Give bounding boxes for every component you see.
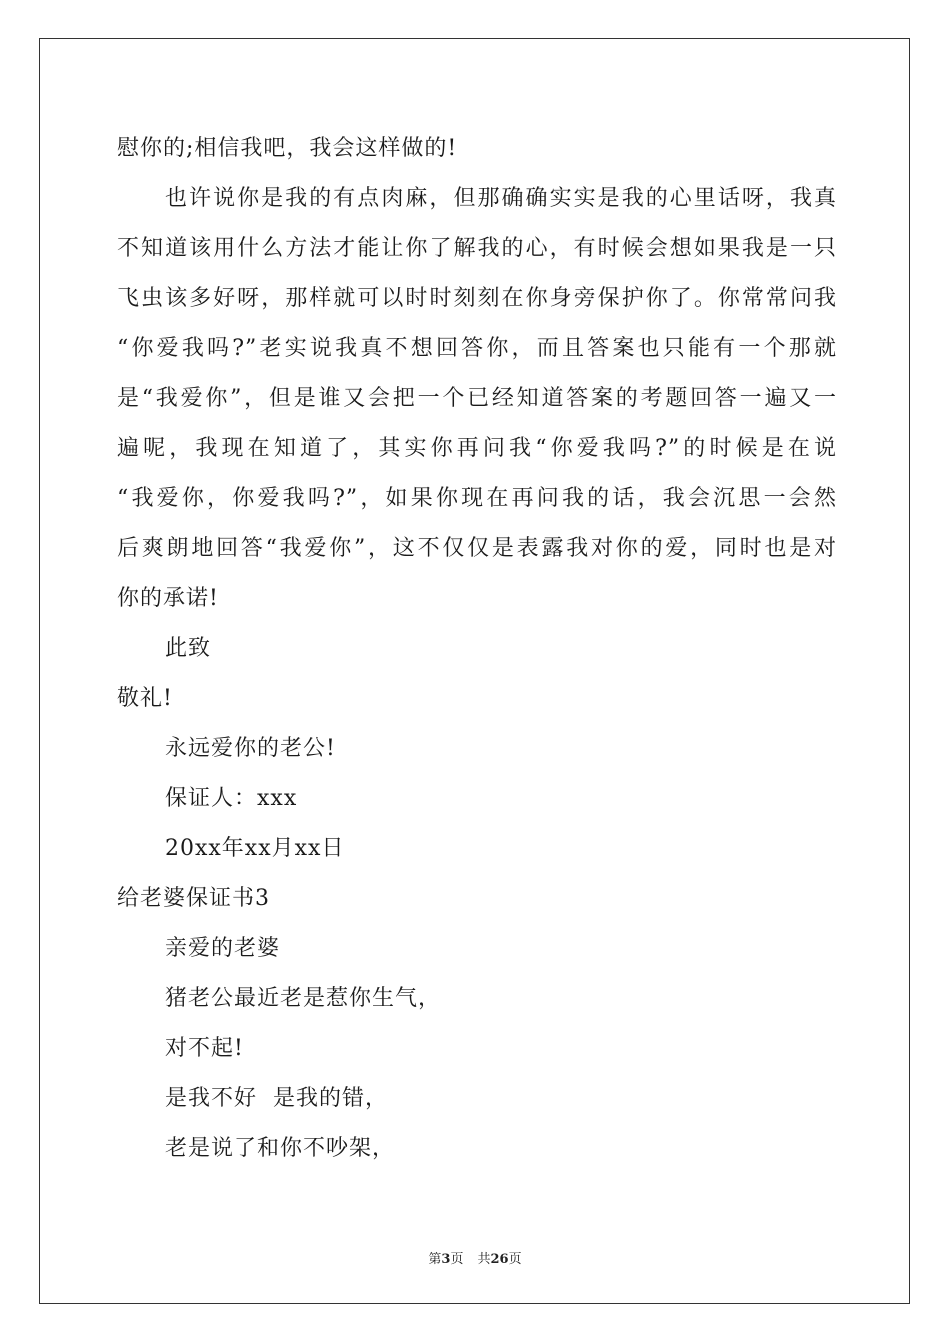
text-line: 对不起! [165, 1036, 244, 1061]
text-line: 慰你的;相信我吧，我会这样做的! [117, 136, 458, 161]
text-line: 是我不好 是我的错， [165, 1086, 388, 1111]
text-line: “你爱我吗?”老实说我真不想回答你，而且答案也只能有一个那就 [117, 336, 837, 361]
signature-line: 永远爱你的老公! [165, 736, 336, 761]
section-title: 给老婆保证书3 [117, 886, 270, 911]
text-line: “我爱你，你爱我吗?”，如果你现在再问我的话，我会沉思一会然 [117, 486, 837, 511]
page-suffix: 页 [450, 1252, 464, 1267]
page-prefix: 第 [428, 1252, 442, 1267]
document-body [117, 124, 837, 1174]
text-line: 老是说了和你不吵架， [165, 1136, 396, 1161]
guarantor-line: 保证人：xxx [165, 786, 298, 811]
text-line: 猪老公最近老是惹你生气， [165, 986, 442, 1011]
text-line: 后爽朗地回答“我爱你”，这不仅仅是表露我对你的爱，同时也是对 [117, 536, 837, 561]
text-line: 你的承诺! [117, 586, 219, 611]
text-line: 是“我爱你”，但是谁又会把一个已经知道答案的考题回答一遍又一 [117, 386, 837, 411]
text-line: 不知道该用什么方法才能让你了解我的心，有时候会想如果我是一只 [117, 236, 837, 261]
date-line: 20xx年xx月xx日 [165, 836, 345, 861]
total-pages: 26 [490, 1252, 509, 1267]
greeting-line: 亲爱的老婆 [165, 936, 281, 961]
closing-phrase: 此致 [165, 636, 212, 661]
total-suffix: 页 [508, 1252, 522, 1267]
text-line: 也许说你是我的有点肉麻，但那确确实实是我的心里话呀，我真 [165, 186, 837, 211]
page-footer [0, 1248, 950, 1267]
total-prefix: 共 [477, 1252, 491, 1267]
text-line: 飞虫该多好呀，那样就可以时时刻刻在你身旁保护你了。你常常问我 [117, 286, 837, 311]
page-number: 3 [441, 1252, 451, 1267]
text-line: 遍呢，我现在知道了，其实你再问我“你爱我吗?”的时候是在说 [117, 436, 837, 461]
salutation: 敬礼! [117, 686, 173, 711]
